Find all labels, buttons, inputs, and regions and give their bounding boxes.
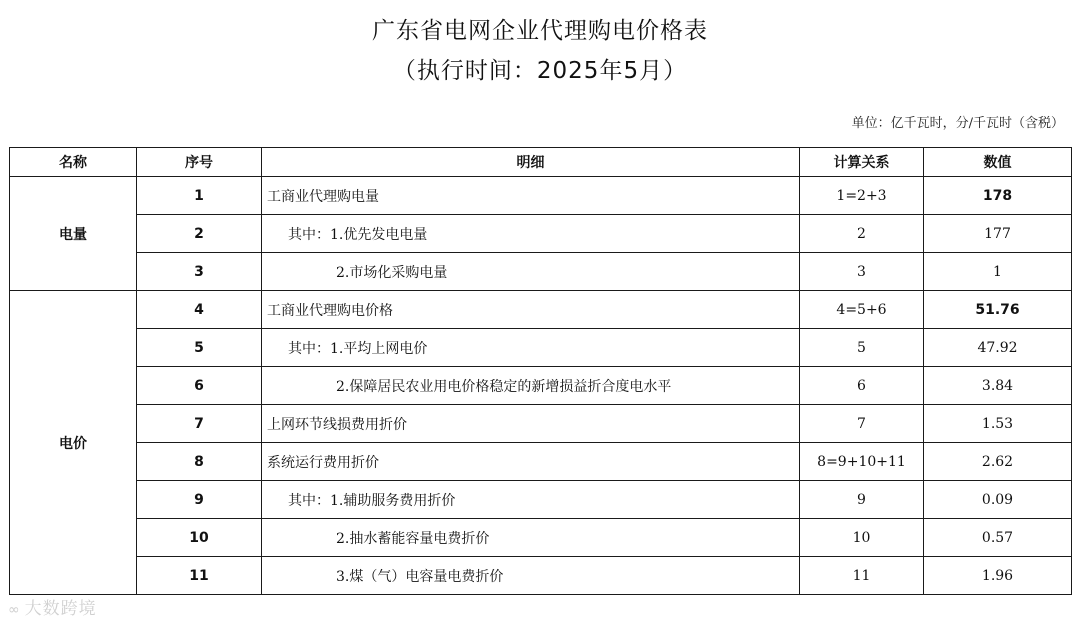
header-seq: 序号 — [137, 148, 262, 177]
row-calc: 2 — [800, 215, 924, 253]
row-calc: 9 — [800, 481, 924, 519]
table-row — [10, 291, 1072, 329]
row-detail: 其中：1.优先发电电量 — [262, 215, 800, 253]
row-calc: 11 — [800, 557, 924, 595]
row-seq: 8 — [137, 443, 262, 481]
header-name: 名称 — [10, 148, 137, 177]
row-calc: 6 — [800, 367, 924, 405]
row-detail: 2.市场化采购电量 — [262, 253, 800, 291]
row-detail: 其中：1.辅助服务费用折价 — [262, 481, 800, 519]
row-value: 0.09 — [924, 481, 1072, 519]
row-calc: 3 — [800, 253, 924, 291]
row-seq: 1 — [137, 177, 262, 215]
row-seq: 3 — [137, 253, 262, 291]
table-row — [10, 329, 1072, 367]
table-row — [10, 405, 1072, 443]
table-row — [10, 481, 1072, 519]
row-detail: 3.煤（气）电容量电费折价 — [262, 557, 800, 595]
row-seq: 7 — [137, 405, 262, 443]
table-row — [10, 253, 1072, 291]
row-value: 177 — [924, 215, 1072, 253]
price-table — [9, 147, 1072, 595]
row-seq: 4 — [137, 291, 262, 329]
row-seq: 10 — [137, 519, 262, 557]
group-label-price: 电价 — [10, 291, 137, 595]
table-row — [10, 177, 1072, 215]
row-seq: 9 — [137, 481, 262, 519]
row-detail: 系统运行费用折价 — [262, 443, 800, 481]
watermark-logo-icon: ∞ — [8, 602, 21, 618]
table-header-row — [10, 148, 1072, 177]
table-row — [10, 367, 1072, 405]
row-value: 1.53 — [924, 405, 1072, 443]
row-detail: 其中：1.平均上网电价 — [262, 329, 800, 367]
row-calc: 4=5+6 — [800, 291, 924, 329]
row-detail: 2.保障居民农业用电价格稳定的新增损益折合度电水平 — [262, 367, 800, 405]
row-calc: 8=9+10+11 — [800, 443, 924, 481]
row-detail: 2.抽水蓄能容量电费折价 — [262, 519, 800, 557]
row-value: 47.92 — [924, 329, 1072, 367]
row-value: 0.57 — [924, 519, 1072, 557]
row-calc: 7 — [800, 405, 924, 443]
row-value: 1.96 — [924, 557, 1072, 595]
page-subtitle: （执行时间：2025年5月） — [392, 58, 688, 84]
group-label-quantity: 电量 — [10, 177, 137, 291]
row-detail: 工商业代理购电量 — [262, 177, 800, 215]
unit-note: 单位：亿千瓦时，分/千瓦时（含税） — [851, 116, 1064, 131]
row-calc: 1=2+3 — [800, 177, 924, 215]
watermark-text: 大数跨境 — [24, 599, 97, 619]
row-value: 178 — [924, 177, 1072, 215]
row-seq: 2 — [137, 215, 262, 253]
row-value: 3.84 — [924, 367, 1072, 405]
row-value: 2.62 — [924, 443, 1072, 481]
header-value: 数值 — [924, 148, 1072, 177]
table-row — [10, 519, 1072, 557]
row-seq: 5 — [137, 329, 262, 367]
row-seq: 11 — [137, 557, 262, 595]
table-row — [10, 215, 1072, 253]
row-calc: 10 — [800, 519, 924, 557]
row-detail: 上网环节线损费用折价 — [262, 405, 800, 443]
table-row — [10, 557, 1072, 595]
row-seq: 6 — [137, 367, 262, 405]
row-value: 1 — [924, 253, 1072, 291]
row-calc: 5 — [800, 329, 924, 367]
row-detail: 工商业代理购电价格 — [262, 291, 800, 329]
header-detail: 明细 — [262, 148, 800, 177]
page-title: 广东省电网企业代理购电价格表 — [372, 18, 708, 44]
header-calc: 计算关系 — [800, 148, 924, 177]
watermark — [8, 594, 97, 619]
table-row — [10, 443, 1072, 481]
row-value: 51.76 — [924, 291, 1072, 329]
